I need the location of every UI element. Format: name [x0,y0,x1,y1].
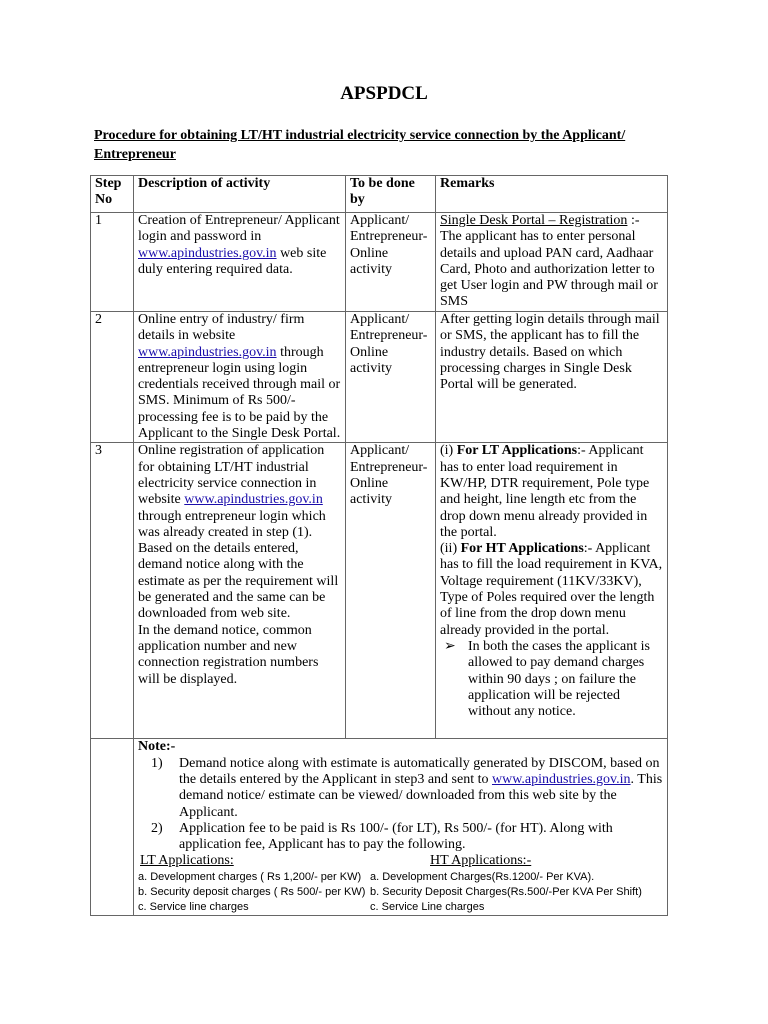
lt-text: :- Applicant has to enter load requirement in KW/HP, DTR requirement, Pole type and height, line length etc from the drop down menu already provided in the portal. [440,443,650,540]
page-title: APSPDCL [340,83,428,104]
bullet-item [440,639,664,720]
website-link[interactable]: www.apindustries.gov.in [184,492,323,508]
ht-heading: For HT Applications [460,541,584,557]
header-step: Step No [91,176,134,213]
document-subtitle: Procedure for obtaining LT/HT industrial electricity service connection by the Applicant/ Entrepreneur [94,128,626,162]
lt-heading: For LT Applications [456,443,578,459]
description-text: web site duly entering required data. [138,245,327,277]
remarks-cell: After getting login details through mail or SMS, the applicant has to fill the industry details. Based on which processing charges in Single Desk Portal will be generated. [436,312,668,443]
header-description: Description of activity [134,176,346,213]
note-item [138,756,664,821]
table-row [91,213,668,312]
remarks-text: :- The applicant has to enter personal details and upload PAN card, Aadhaar Card, Photo and authorization letter to get User login and PW through mail or SMS [440,213,658,310]
description-text: through entrepreneur login which was already created in step (1). Based on the details entered, demand notice along with the estimate as per the requirement will be generated and the same can be downloaded from web site. [138,508,339,622]
description-cell [134,312,346,443]
ht-remarks [440,541,664,639]
step-number: 1 [91,213,134,312]
lt-charge-item: b. Security deposit charges ( Rs 500/- per KW) [138,885,366,898]
ht-prefix: (ii) [440,541,461,557]
note-item [138,821,664,854]
done-by-cell: Applicant/ Entrepreneur-Online activity [346,443,436,739]
lt-prefix: (i) [440,443,457,459]
description-text: Creation of Entrepreneur/ Applicant login and password in [138,213,340,245]
lt-charge-item: a. Development charges ( Rs 1,200/- per KW) [138,870,362,883]
bullet-text: In both the cases the applicant is allowed to pay demand charges within 90 days ; on failure the application will be rejected without any notice. [468,638,650,720]
header-remarks: Remarks [436,176,668,213]
remarks-cell [436,213,668,312]
empty-cell [91,739,134,915]
lt-applications-heading: LT Applications: [140,853,234,869]
table-row [91,443,668,739]
note-list [138,756,664,854]
note-row [91,739,668,915]
note-text: Application fee to be paid is Rs 100/- (for LT), Rs 500/- (for HT). Along with application fee, Applicant has to pay the following. [179,820,613,853]
note-number: 1) [151,755,163,771]
description-cell [134,443,346,739]
ht-charge-item: a. Development Charges(Rs.1200/- Per KVA). [370,870,595,883]
description-text: through entrepreneur login using login credentials received through mail or SMS. Minimum of Rs 500/- processing fee is to be paid by the Applicant to the Single Desk Portal. [138,344,341,442]
ht-text: :- Applicant has to fill the load requirement in KVA, Voltage requirement (11KV/33KV), Type of Poles required over the length of line from the drop down menu already provided in the portal. [440,541,663,638]
description-text: Online registration of application for obtaining LT/HT industrial electricity service connection in website [138,443,325,508]
description-cell [134,213,346,312]
website-link[interactable]: www.apindustries.gov.in [491,771,631,787]
step-number: 2 [91,312,134,443]
done-by-cell: Applicant/ Entrepreneur-Online activity [346,213,436,312]
description-text: In the demand notice, common application number and new connection registration numbers will be displayed. [138,622,319,687]
charges-headings [138,853,664,869]
step-number: 3 [91,443,134,739]
lt-charge-item: c. Service line charges [138,900,249,913]
done-by-cell: Applicant/ Entrepreneur-Online activity [346,312,436,443]
procedure-table [90,175,668,916]
ht-applications-heading: HT Applications:- [430,853,532,869]
note-text: Demand notice along with estimate is automatically generated by DISCOM, based on the details entered by the Applicant in step3 and sent to [179,755,660,787]
ht-charge-item: b. Security Deposit Charges(Rs.500/-Per KVA Per Shift) [370,885,642,898]
description-text: Online entry of industry/ firm details in website [138,312,305,344]
remarks-heading: Single Desk Portal – Registration [440,213,628,228]
note-number: 2) [151,820,163,836]
lt-remarks [440,443,664,541]
arrow-bullet-icon: ➢ [444,638,456,654]
charges-columns [138,870,664,915]
ht-charges [370,870,642,915]
lt-charges [138,870,370,915]
ht-charge-item: c. Service Line charges [370,900,485,913]
note-cell [134,739,668,915]
header-done-by: To be done by [346,176,436,213]
table-row [91,312,668,443]
note-text: . This demand notice/ estimate can be viewed/ downloaded from this web site by the Applicant. [179,771,663,820]
website-link[interactable]: www.apindustries.gov.in [138,344,277,360]
table-header [91,176,668,213]
note-heading: Note:- [138,739,176,755]
website-link[interactable]: www.apindustries.gov.in [138,245,277,261]
remarks-cell [436,443,668,739]
